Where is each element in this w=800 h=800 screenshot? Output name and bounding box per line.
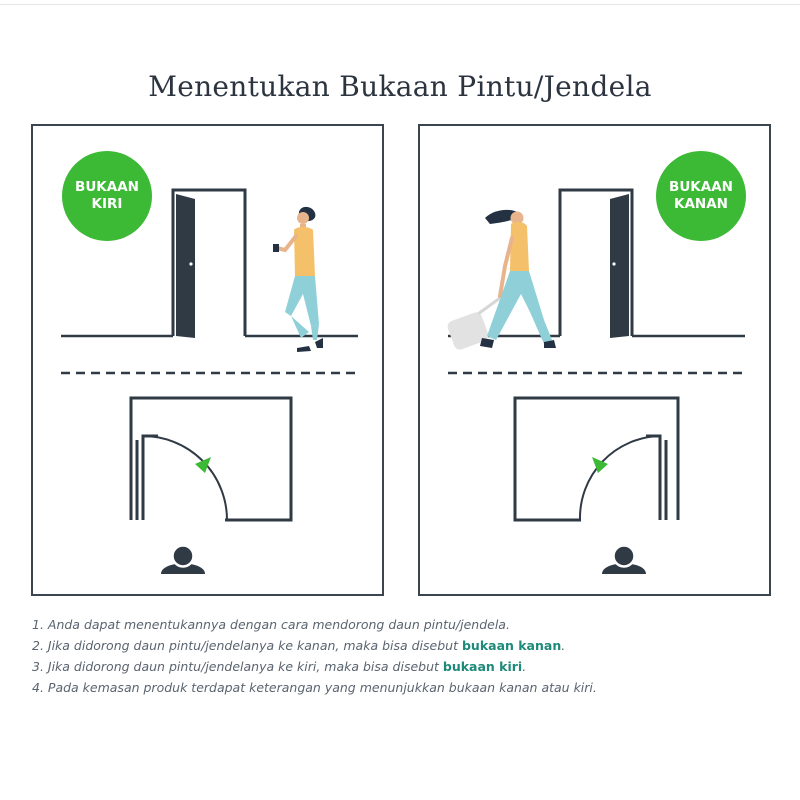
note-item-4: [32, 677, 772, 698]
note-text: 1. Anda dapat menentukannya dengan cara mendorong daun pintu/jendela.: [32, 617, 510, 632]
panel-bukaan-kanan: [418, 124, 771, 596]
note-text: 4. Pada kemasan produk terdapat keterangan yang menunjukkan bukaan kanan atau kiri.: [32, 680, 597, 695]
door-knob: [612, 262, 615, 265]
badge-line-2: KIRI: [91, 196, 123, 212]
note-suffix: .: [522, 659, 527, 674]
badge-bukaan-kiri: [62, 151, 152, 241]
plan-room-outline: [131, 398, 291, 520]
note-text: 3. Jika didorong daun pintu/jendelanya ke kiri, maka bisa disebut: [32, 659, 443, 674]
person-figure: [273, 207, 323, 352]
note-item-1: [32, 614, 772, 635]
swing-arc: [143, 436, 227, 520]
person-topdown-icon: [602, 546, 646, 575]
swing-arrow-icon: [195, 457, 211, 473]
door-knob: [189, 262, 192, 265]
door-leaf: [176, 194, 195, 338]
note-text: 2. Jika didorong daun pintu/jendelanya ke kanan, maka bisa disebut: [32, 638, 462, 653]
instruction-notes: [32, 614, 772, 698]
plan-door-leaf: [646, 436, 666, 520]
note-suffix: .: [561, 638, 566, 653]
badge-line-1: BUKAAN: [75, 179, 139, 195]
swing-arc: [580, 436, 660, 520]
page-title: Menentukan Bukaan Pintu/Jendela: [148, 70, 652, 103]
note-highlight: bukaan kiri: [442, 659, 523, 674]
badge-bukaan-kanan: [656, 151, 746, 241]
note-highlight: bukaan kanan: [461, 638, 562, 653]
top-divider: [0, 4, 800, 5]
panel-bukaan-kiri: [31, 124, 384, 596]
plan-door-leaf: [137, 436, 158, 520]
note-item-3: [32, 656, 772, 677]
door-leaf: [610, 194, 629, 338]
badge-line-1: BUKAAN: [669, 179, 733, 195]
note-item-2: [32, 635, 772, 656]
badge-line-2: KANAN: [674, 196, 728, 212]
person-topdown-icon: [161, 546, 205, 575]
person-figure: [480, 210, 556, 348]
